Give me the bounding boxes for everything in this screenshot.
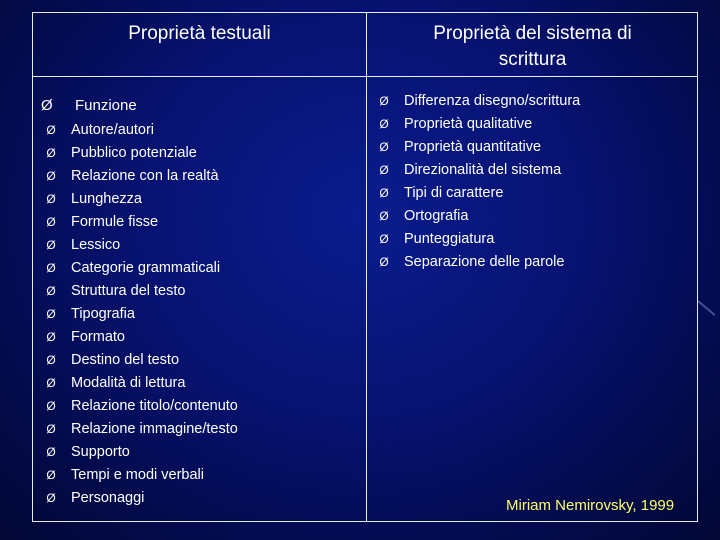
list-item-label: Differenza disegno/scrittura [404, 93, 581, 109]
right-column-title-line2: scrittura [498, 49, 567, 70]
arrow-bullet-icon: Ø [46, 353, 56, 367]
arrow-bullet-icon: Ø [379, 255, 389, 269]
list-item [377, 251, 580, 274]
list-item [44, 372, 238, 395]
left-column-title-text: Proprietà testuali [128, 23, 271, 44]
list-item [44, 487, 238, 510]
list-item-label: Lessico [71, 237, 121, 253]
properties-table [32, 12, 698, 522]
list-item [44, 418, 238, 441]
list-item [377, 205, 580, 228]
arrow-bullet-icon: Ø [46, 445, 56, 459]
list-item [44, 303, 238, 326]
list-item-label: Categorie grammaticali [71, 260, 221, 276]
arrow-bullet-icon: Ø [379, 94, 389, 108]
list-item-label: Direzionalità del sistema [404, 162, 562, 178]
arrow-bullet-icon: Ø [46, 169, 56, 183]
textual-properties-list [44, 119, 238, 510]
list-item [44, 349, 238, 372]
list-item [377, 182, 580, 205]
list-item-label: Struttura del testo [71, 283, 186, 299]
arrow-bullet-icon: Ø [46, 192, 56, 206]
list-item [44, 234, 238, 257]
list-item [44, 142, 238, 165]
list-item-label: Tipi di carattere [404, 185, 504, 201]
list-item-label: Punteggiatura [404, 231, 495, 247]
list-item-label: Separazione delle parole [404, 254, 565, 270]
list-item-label: Formule fisse [71, 214, 159, 230]
list-item [44, 257, 238, 280]
list-item [377, 159, 580, 182]
list-item [44, 326, 238, 349]
list-item [44, 280, 238, 303]
list-item [377, 228, 580, 251]
list-item-label: Tipografia [71, 306, 135, 322]
arrow-bullet-icon: Ø [46, 284, 56, 298]
arrow-bullet-icon: Ø [46, 123, 56, 137]
arrow-bullet-icon: Ø [46, 215, 56, 229]
list-item-funzione [41, 93, 137, 119]
list-item-label: Modalità di lettura [71, 375, 186, 391]
writing-system-properties-list [377, 90, 580, 274]
list-item-label: Lunghezza [71, 191, 142, 207]
list-item [44, 188, 238, 211]
left-column-title [33, 21, 366, 47]
list-item-label: Supporto [71, 444, 130, 460]
list-item-label: Relazione titolo/contenuto [71, 398, 238, 414]
arrow-bullet-icon: Ø [379, 163, 389, 177]
arrow-bullet-icon: Ø [46, 399, 56, 413]
decorative-line [697, 300, 715, 316]
list-item [44, 211, 238, 234]
arrow-bullet-icon: Ø [379, 232, 389, 246]
list-item [377, 136, 580, 159]
arrow-bullet-icon: Ø [46, 146, 56, 160]
list-item-label: Destino del testo [71, 352, 180, 368]
arrow-bullet-icon: Ø [46, 422, 56, 436]
list-item [377, 113, 580, 136]
arrow-bullet-icon: Ø [41, 97, 53, 114]
arrow-bullet-icon: Ø [46, 330, 56, 344]
arrow-bullet-icon: Ø [46, 491, 56, 505]
author-credit: Miriam Nemirovsky, 1999 [506, 497, 675, 514]
list-item-label: Pubblico potenziale [71, 145, 197, 161]
list-item-label: Autore/autori [71, 122, 155, 138]
arrow-bullet-icon: Ø [46, 261, 56, 275]
list-item [44, 119, 238, 142]
list-item-label: Proprietà qualitative [404, 116, 533, 132]
list-item-label: Funzione [75, 97, 137, 114]
column-divider [366, 13, 367, 521]
list-item-label: Tempi e modi verbali [71, 467, 204, 483]
arrow-bullet-icon: Ø [379, 209, 389, 223]
arrow-bullet-icon: Ø [379, 186, 389, 200]
list-item-label: Relazione con la realtà [71, 168, 219, 184]
list-item [44, 441, 238, 464]
arrow-bullet-icon: Ø [46, 376, 56, 390]
arrow-bullet-icon: Ø [46, 307, 56, 321]
header-divider [33, 76, 697, 77]
list-item-label: Personaggi [71, 490, 145, 506]
arrow-bullet-icon: Ø [379, 140, 389, 154]
list-item [44, 165, 238, 188]
list-item [44, 464, 238, 487]
list-item [44, 395, 238, 418]
arrow-bullet-icon: Ø [46, 468, 56, 482]
right-column-title [366, 21, 699, 73]
list-item-label: Formato [71, 329, 125, 345]
right-column-title-line1: Proprietà del sistema di [433, 23, 632, 44]
list-item-label: Proprietà quantitative [404, 139, 542, 155]
list-item [377, 90, 580, 113]
arrow-bullet-icon: Ø [46, 238, 56, 252]
list-item-label: Ortografia [404, 208, 469, 224]
list-item-label: Relazione immagine/testo [71, 421, 238, 437]
arrow-bullet-icon: Ø [379, 117, 389, 131]
